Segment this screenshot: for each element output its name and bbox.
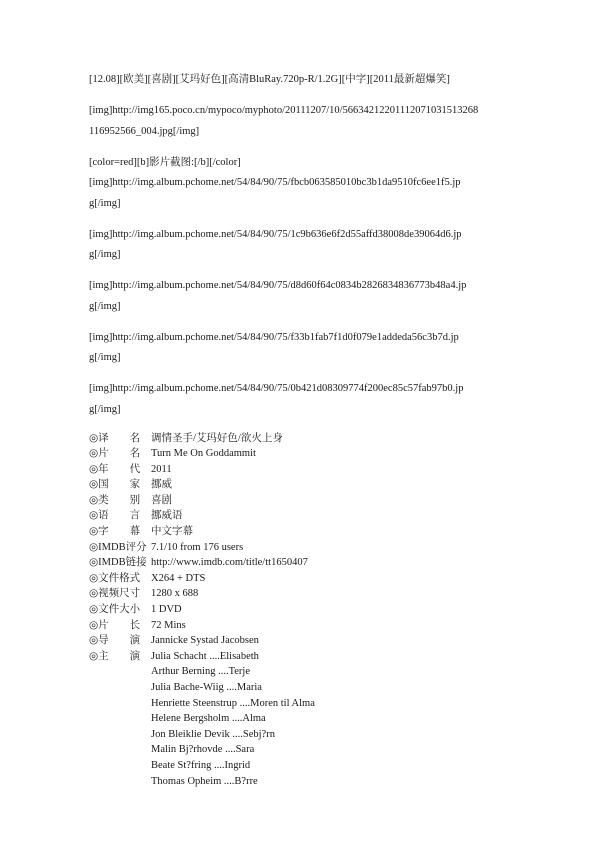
cast-member: Malin Bj?rhovde ....Sara — [151, 744, 255, 756]
info-value: 1280 x 688 — [151, 588, 199, 600]
movie-info-list — [89, 431, 519, 790]
screenshot-url-line: g[/img] — [89, 403, 121, 415]
info-row-year — [89, 462, 519, 478]
poster-image-tag — [89, 101, 519, 142]
cast-list — [151, 664, 519, 789]
info-label: ◎文件大小 — [89, 604, 141, 616]
info-value: 2011 — [151, 463, 172, 475]
info-row-subtitles — [89, 524, 519, 540]
document-body — [89, 70, 519, 789]
cast-member: Arthur Berning ....Terje — [151, 666, 250, 678]
info-row-imdb-link — [89, 555, 519, 571]
info-value: 1 DVD — [151, 604, 182, 616]
info-value: http://www.imdb.com/title/tt1650407 — [151, 557, 308, 569]
info-label: ◎字 幕 — [89, 526, 141, 538]
info-label: ◎片 名 — [89, 448, 141, 460]
screenshot-tag — [89, 379, 519, 420]
info-label: ◎译 名 — [89, 432, 141, 444]
release-title — [89, 70, 519, 91]
info-label: ◎国 家 — [89, 479, 141, 491]
info-row-genre — [89, 493, 519, 509]
info-row-translated-name — [89, 431, 519, 447]
info-label: ◎文件格式 — [89, 572, 141, 584]
poster-url-line-2: 116952566_004.jpg[/img] — [89, 125, 200, 137]
info-value: Turn Me On Goddammit — [151, 448, 256, 460]
cast-member: Henriette Steenstrup ....Moren til Alma — [151, 697, 315, 709]
screenshot-url-line: g[/img] — [89, 352, 121, 363]
info-label: ◎视频尺寸 — [89, 588, 141, 600]
screenshot-tag — [89, 276, 519, 317]
info-row-imdb-rating — [89, 540, 519, 556]
cast-member: Thomas Opheim ....B?rre — [151, 775, 258, 787]
info-row-title — [89, 446, 519, 462]
info-row-runtime — [89, 618, 519, 634]
info-row-file-size — [89, 602, 519, 618]
screenshot-tag — [89, 328, 519, 369]
screenshot-url-line: [img]http://img.album.pchome.net/54/84/90/75/d8d60f64c0834b2826834836773b48a4.jp — [89, 280, 467, 291]
cast-member: Julia Bache-Wiig ....Maria — [151, 682, 262, 693]
screenshot-url-line: g[/img] — [89, 197, 121, 209]
info-value: X264 + DTS — [151, 572, 206, 584]
info-value: 中文字幕 — [151, 526, 193, 538]
screenshot-url-line: [img]http://img.album.pchome.net/54/84/90/75/1c9b636e6f2d55affd38008de39064d6.jp — [89, 228, 462, 240]
info-value: Julia Schacht ....Elisabeth — [151, 650, 259, 662]
info-row-language — [89, 508, 519, 524]
screenshot-url-line: [img]http://img.album.pchome.net/54/84/90/75/0b421d08309774f200ec85c57fab97b0.jp — [89, 383, 464, 394]
cast-member: Beate St?fring ....Ingrid — [151, 759, 251, 771]
screenshot-url-line: g[/img] — [89, 300, 121, 312]
info-label: ◎片 长 — [89, 619, 141, 631]
info-row-file-format — [89, 571, 519, 587]
cast-member: Helene Bergsholm ....Alma — [151, 713, 266, 725]
info-label: ◎主 演 — [89, 650, 141, 662]
info-row-video-size — [89, 586, 519, 602]
info-label: ◎导 演 — [89, 635, 141, 647]
info-label: ◎年 代 — [89, 463, 141, 475]
info-row-director — [89, 633, 519, 649]
info-row-country — [89, 477, 519, 493]
info-value: Jannicke Systad Jacobsen — [151, 635, 259, 647]
info-label: ◎IMDB链接 — [89, 557, 147, 569]
info-label: ◎语 言 — [89, 510, 141, 522]
release-title-text: [12.08][欧美][喜剧][艾玛好色][高清BluRay.720p-R/1.2G][中字][2011最新超爆笑] — [89, 74, 450, 85]
info-value: 72 Mins — [151, 619, 186, 631]
info-value: 挪威 — [151, 479, 172, 491]
screenshot-tag — [89, 225, 519, 266]
info-value: 7.1/10 from 176 users — [151, 541, 244, 553]
info-value: 调情圣手/艾玛好色/欲火上身 — [151, 432, 283, 444]
cast-member: Jon Bleiklie Devik ....Sebj?rn — [151, 728, 275, 740]
info-label: ◎IMDB评分 — [89, 541, 147, 553]
info-value: 喜剧 — [151, 494, 172, 506]
info-value: 挪威语 — [151, 510, 183, 522]
screenshot-url-line: g[/img] — [89, 249, 121, 260]
screenshots-block-1 — [89, 153, 519, 215]
screenshots-header: [color=red][b]影片截图:[/b][/color] — [89, 156, 241, 168]
screenshot-url-line: [img]http://img.album.pchome.net/54/84/90/75/fbcb063585010bc3b1da9510fc6ee1f5.jp — [89, 177, 461, 188]
info-label: ◎类 别 — [89, 494, 141, 506]
poster-url-line-1: [img]http://img165.poco.cn/mypoco/myphoto/20111207/10/5663421220111207103151326​8 — [89, 105, 479, 116]
info-row-starring — [89, 649, 519, 665]
screenshot-url-line: [img]http://img.album.pchome.net/54/84/90/75/f33b1fab7f1d0f079e1addeda56c3b7d.jp — [89, 331, 459, 343]
